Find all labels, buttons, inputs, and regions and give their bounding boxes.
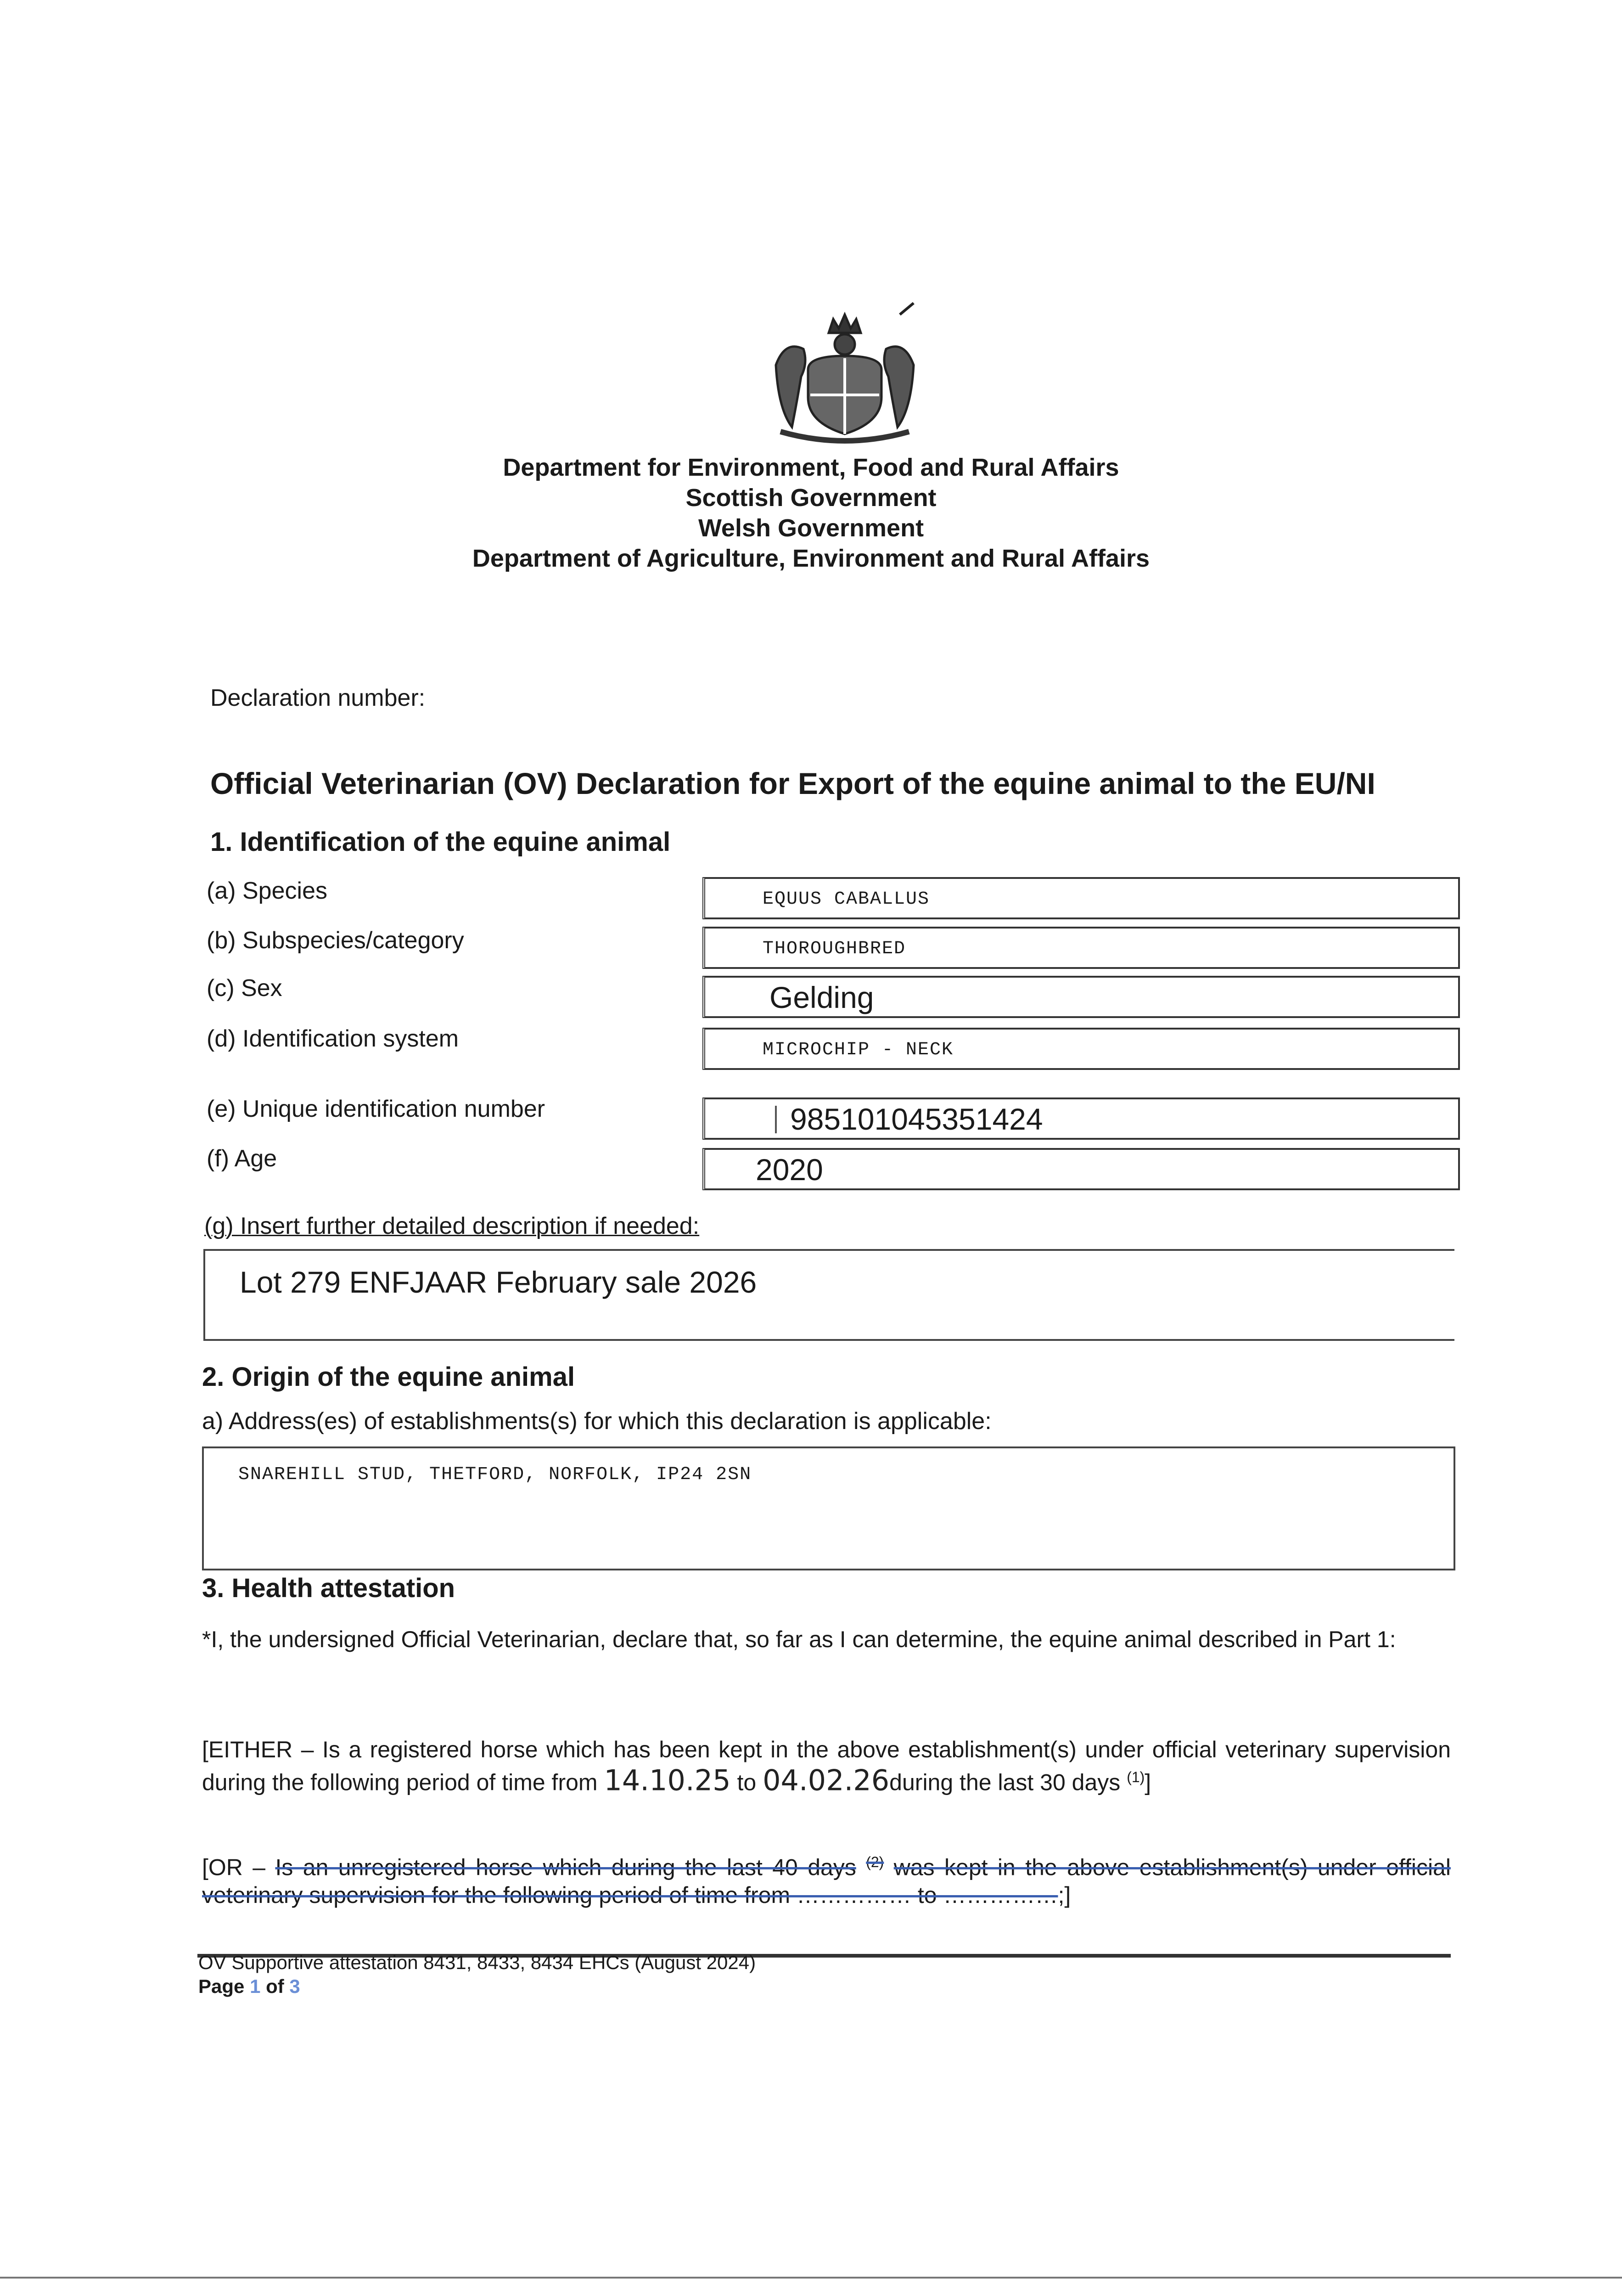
header-line-1: Department for Environment, Food and Rural Affairs: [503, 454, 1119, 481]
sex-value: Gelding: [769, 980, 874, 1014]
declaration-number-label: Declaration number:: [210, 685, 426, 711]
either-clause: [202, 1736, 1451, 1796]
further-description-label: (g) Insert further detailed description if needed:: [204, 1213, 700, 1239]
unique-id-value: 985101045351424: [790, 1102, 1043, 1136]
either-from-date: 14.10.25: [604, 1763, 731, 1797]
or-text-b: Is an unregistered horse which during the last 40 days: [275, 1854, 856, 1880]
subspecies-label: (b) Subspecies/category: [207, 927, 464, 954]
address-field[interactable]: [202, 1446, 1455, 1570]
section1-heading: 1. Identification of the equine animal: [210, 827, 671, 857]
subspecies-value: THOROUGHBRED: [763, 939, 906, 959]
section3-heading: 3. Health attestation: [202, 1573, 455, 1603]
either-footnote-ref: (1): [1127, 1769, 1145, 1785]
further-description-field[interactable]: [203, 1249, 1454, 1341]
either-to-date: 04.02.26: [763, 1763, 890, 1797]
page-title: Official Veterinarian (OV) Declaration for Export of the equine animal to the EU/NI: [210, 766, 1375, 800]
identification-system-field[interactable]: [702, 1028, 1460, 1070]
or-text-c: was kept in the above establishment(s) under official veterinary supervision for the following period of time from …………… to ……………: [202, 1854, 1451, 1908]
age-label: (f) Age: [207, 1145, 277, 1172]
either-text-a: [EITHER – Is a registered horse which has been kept in the above establishment(s) under official veterinary supervision during the following period of time from: [202, 1737, 1451, 1795]
either-end: ]: [1145, 1769, 1151, 1795]
age-value: 2020: [756, 1153, 823, 1187]
address-value: SNAREHILL STUD, THETFORD, NORFOLK, IP24 2SN: [238, 1464, 752, 1485]
either-text-b: during the last 30 days: [889, 1769, 1121, 1795]
page-current: 1: [250, 1975, 261, 1997]
header-line-4: Department of Agriculture, Environment and Rural Affairs: [472, 545, 1150, 572]
footer-attestation-ref: OV Supportive attestation 8431, 8433, 8434 EHCs (August 2024): [198, 1952, 756, 1973]
subspecies-field[interactable]: [702, 927, 1460, 969]
address-label: a) Address(es) of establishments(s) for which this declaration is applicable:: [202, 1408, 992, 1435]
age-field[interactable]: [702, 1148, 1460, 1190]
header-line-2: Scottish Government: [685, 484, 937, 512]
header-line-3: Welsh Government: [698, 514, 924, 542]
unique-id-label: (e) Unique identification number: [207, 1096, 545, 1122]
or-text-a: [OR –: [202, 1854, 266, 1880]
species-value: EQUUS CABALLUS: [763, 889, 930, 910]
or-footnote-ref: (2): [866, 1854, 884, 1870]
attestation-intro: *I, the undersigned Official Veterinarian, declare that, so far as I can determine, the equine animal described in Part 1:: [202, 1626, 1396, 1652]
footer-page-number: [198, 1975, 300, 1998]
or-clause: [202, 1848, 1451, 1909]
royal-coat-of-arms: [748, 301, 941, 448]
further-description-value: Lot 279 ENFJAAR February sale 2026: [240, 1265, 757, 1299]
section2-heading: 2. Origin of the equine animal: [202, 1362, 575, 1392]
page-word: Page: [198, 1975, 245, 1997]
cursor-mark: [775, 1106, 777, 1133]
species-label: (a) Species: [207, 878, 327, 904]
or-end: ;]: [1058, 1882, 1071, 1908]
of-word: of: [266, 1975, 284, 1997]
sex-label: (c) Sex: [207, 975, 282, 1002]
identification-system-label: (d) Identification system: [207, 1025, 459, 1052]
identification-system-value: MICROCHIP - NECK: [763, 1040, 954, 1060]
either-to-word: to: [737, 1769, 757, 1795]
unique-id-field[interactable]: [702, 1097, 1460, 1140]
sex-field[interactable]: [702, 976, 1460, 1018]
species-field[interactable]: [702, 877, 1460, 919]
scan-edge-line: [0, 2277, 1622, 2279]
page-total: 3: [289, 1975, 300, 1997]
